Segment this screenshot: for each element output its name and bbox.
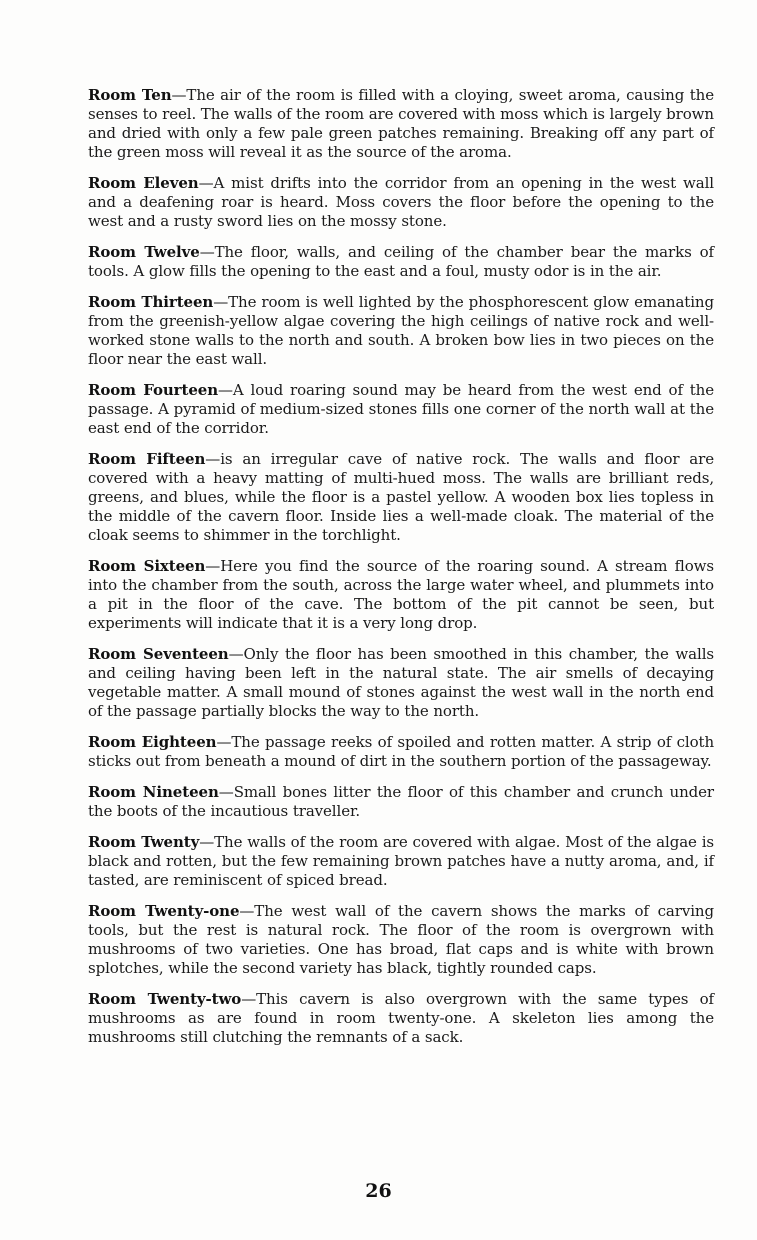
room-thirteen-entry xyxy=(88,293,714,369)
room-fourteen-entry xyxy=(88,381,714,438)
room-seventeen-entry xyxy=(88,645,714,721)
room-eleven-title: Room Eleven xyxy=(88,174,199,192)
room-twelve-title: Room Twelve xyxy=(88,243,200,261)
room-thirteen-title: Room Thirteen xyxy=(88,293,214,311)
em-dash: — xyxy=(216,733,232,751)
room-eighteen-description: The passage reeks of spoiled and rotten matter. A strip of cloth sticks out from beneath a mound of dirt in the southern portion of the passageway. xyxy=(88,733,715,770)
room-twenty-one-entry xyxy=(88,902,714,978)
room-descriptions xyxy=(88,86,714,1059)
room-sixteen-entry xyxy=(88,557,714,633)
room-fifteen-entry xyxy=(88,450,714,545)
em-dash: — xyxy=(228,645,244,663)
room-twenty-one-title: Room Twenty-one xyxy=(88,902,240,920)
room-seventeen-description: Only the floor has been smoothed in this chamber, the walls and ceiling having been left in the natural state. The air smells of decaying vegetable matter. A small mound of stones against the west wall in the north end of the passage partially blocks the way to the north. xyxy=(88,645,714,720)
room-twenty-description: The walls of the room are covered with algae. Most of the algae is black and rotten, but the few remaining brown patches have a nutty aroma, and, if tasted, are reminiscent of spiced bread. xyxy=(88,833,714,889)
room-sixteen-title: Room Sixteen xyxy=(88,557,206,575)
room-nineteen-entry xyxy=(88,783,714,821)
em-dash: — xyxy=(218,381,233,399)
room-fifteen-description: is an irregular cave of native rock. The walls and floor are covered with a heavy matting of multi-hued moss. The walls are brilliant reds, greens, and blues, while the floor is a pastel yellow. A wooden box lies topless in the middle of the cavern floor. Inside lies a well-made cloak. The material of the cloak seems to shimmer in the torchlight. xyxy=(88,450,714,544)
room-ten-title: Room Ten xyxy=(88,86,172,104)
room-twelve-entry xyxy=(88,243,714,281)
room-twenty-two-entry xyxy=(88,990,714,1047)
em-dash: — xyxy=(171,86,187,104)
room-ten-description: The air of the room is filled with a cloying, sweet aroma, causing the senses to reel. The walls of the room are covered with moss which is largely brown and dried with only a few pale green patches remaining. Breaking off any part of the green moss will reveal it as the source of the aroma. xyxy=(88,86,714,161)
room-seventeen-title: Room Seventeen xyxy=(88,645,229,663)
room-sixteen-description: Here you find the source of the roaring sound. A stream flows into the chamber from the south, across the large water wheel, and plummets into a pit in the floor of the cave. The bottom of the pit cannot be seen, but experiments will indicate that it is a very long drop. xyxy=(88,557,714,632)
room-eleven-entry xyxy=(88,174,714,231)
room-thirteen-description: The room is well lighted by the phosphorescent glow emanating from the greenish-yellow algae covering the high ceilings of native rock and well-worked stone walls to the north and south. A broken bow lies in two pieces on the floor near the east wall. xyxy=(88,293,714,368)
em-dash: — xyxy=(213,293,229,311)
room-twenty-title: Room Twenty xyxy=(88,833,200,851)
room-fifteen-title: Room Fifteen xyxy=(88,450,206,468)
room-eighteen-title: Room Eighteen xyxy=(88,733,217,751)
page-number: 26 xyxy=(365,1180,392,1202)
room-eighteen-entry xyxy=(88,733,714,771)
em-dash: — xyxy=(199,833,215,851)
room-nineteen-description: Small bones litter the floor of this chamber and crunch under the boots of the incautious traveller. xyxy=(88,783,714,820)
em-dash: — xyxy=(241,990,257,1008)
room-fourteen-description: A loud roaring sound may be heard from the west end of the passage. A pyramid of medium-sized stones fills one corner of the north wall at the east end of the corridor. xyxy=(88,381,714,437)
em-dash: — xyxy=(239,902,255,920)
room-twenty-two-title: Room Twenty-two xyxy=(88,990,242,1008)
room-twenty-two-description: This cavern is also overgrown with the same types of mushrooms as are found in room twenty-one. A skeleton lies among the mushrooms still clutching the remnants of a sack. xyxy=(88,990,714,1046)
room-twenty-one-description: The west wall of the cavern shows the marks of carving tools, but the rest is natural rock. The floor of the room is overgrown with mushrooms of two varieties. One has broad, flat caps and is white with brown splotches, while the second variety has black, tightly rounded caps. xyxy=(88,902,714,977)
em-dash: — xyxy=(205,557,221,575)
em-dash: — xyxy=(205,450,221,468)
room-nineteen-title: Room Nineteen xyxy=(88,783,219,801)
em-dash: — xyxy=(199,243,215,261)
room-twenty-entry xyxy=(88,833,714,890)
room-ten-entry xyxy=(88,86,714,162)
room-twelve-description: The floor, walls, and ceiling of the chamber bear the marks of tools. A glow fills the opening to the east and a foul, musty odor is in the air. xyxy=(88,243,714,280)
room-fourteen-title: Room Fourteen xyxy=(88,381,219,399)
room-eleven-description: A mist drifts into the corridor from an opening in the west wall and a deafening roar is heard. Moss covers the floor before the opening to the west and a rusty sword lies on the mossy stone. xyxy=(88,174,714,230)
em-dash: — xyxy=(218,783,234,801)
em-dash: — xyxy=(198,174,214,192)
